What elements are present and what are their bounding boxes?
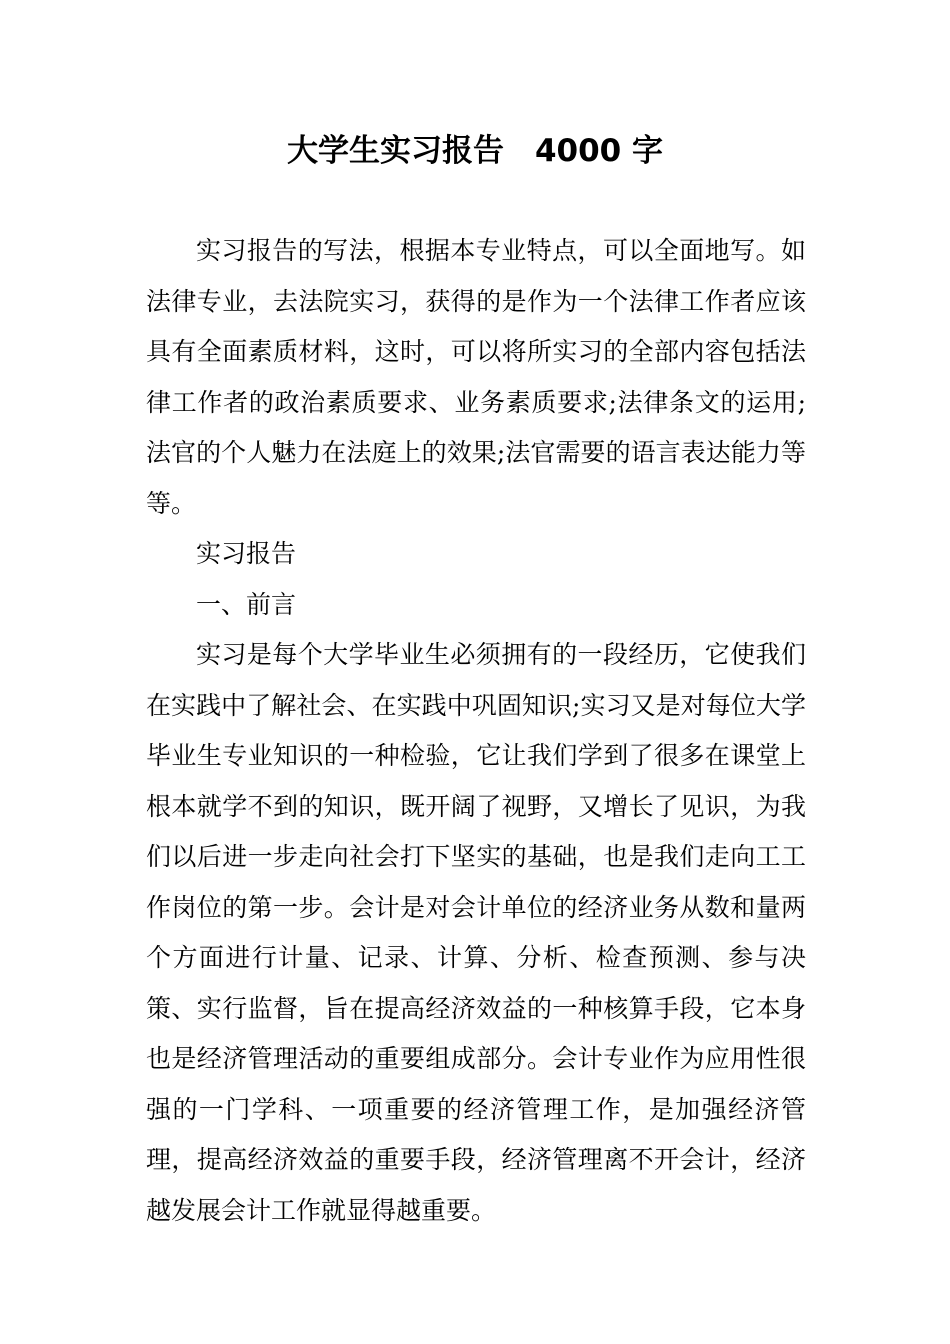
intro-paragraph: 实习报告的写法，根据本专业特点，可以全面地写。如法律专业，去法院实习，获得的是作为一个法律工作者应该具有全面素质材料，这时，可以将所实习的全部内容包括法律工作者的政治素质要求、业务素质要求;法律条文的运用;法官的个人魅力在法庭上的效果;法官需要的语言表达能力等等。 bbox=[146, 236, 806, 518]
section-heading-report: 实习报告 bbox=[196, 539, 297, 568]
section-heading-preface: 一、前言 bbox=[196, 589, 297, 619]
document-title: 大学生实习报告 4000 字 bbox=[286, 133, 664, 169]
preface-paragraph: 实习是每个大学毕业生必须拥有的一段经历，它使我们在实践中了解社会、在实践中巩固知识;实习又是对每位大学毕业生专业知识的一种检验，它让我们学到了很多在课堂上根本就学不到的知识，既开阔了视野，又增长了见识，为我们以后进一步走向社会打下坚实的基础，也是我们走向工工作岗位的第一步。会计是对会计单位的经济业务从数和量两个方面进行计量、记录、计算、分析、检查预测、参与决策、实行监督，旨在提高经济效益的一种核算手段，它本身也是经济管理活动的重要组成部分。会计专业作为应用性很强的一门学科、一项重要的经济管理工作，是加强经济管理，提高经济效益的重要手段，经济管理离不开会计，经济越发展会计工作就显得越重要。 bbox=[146, 640, 806, 1225]
document-body bbox=[146, 226, 806, 1236]
